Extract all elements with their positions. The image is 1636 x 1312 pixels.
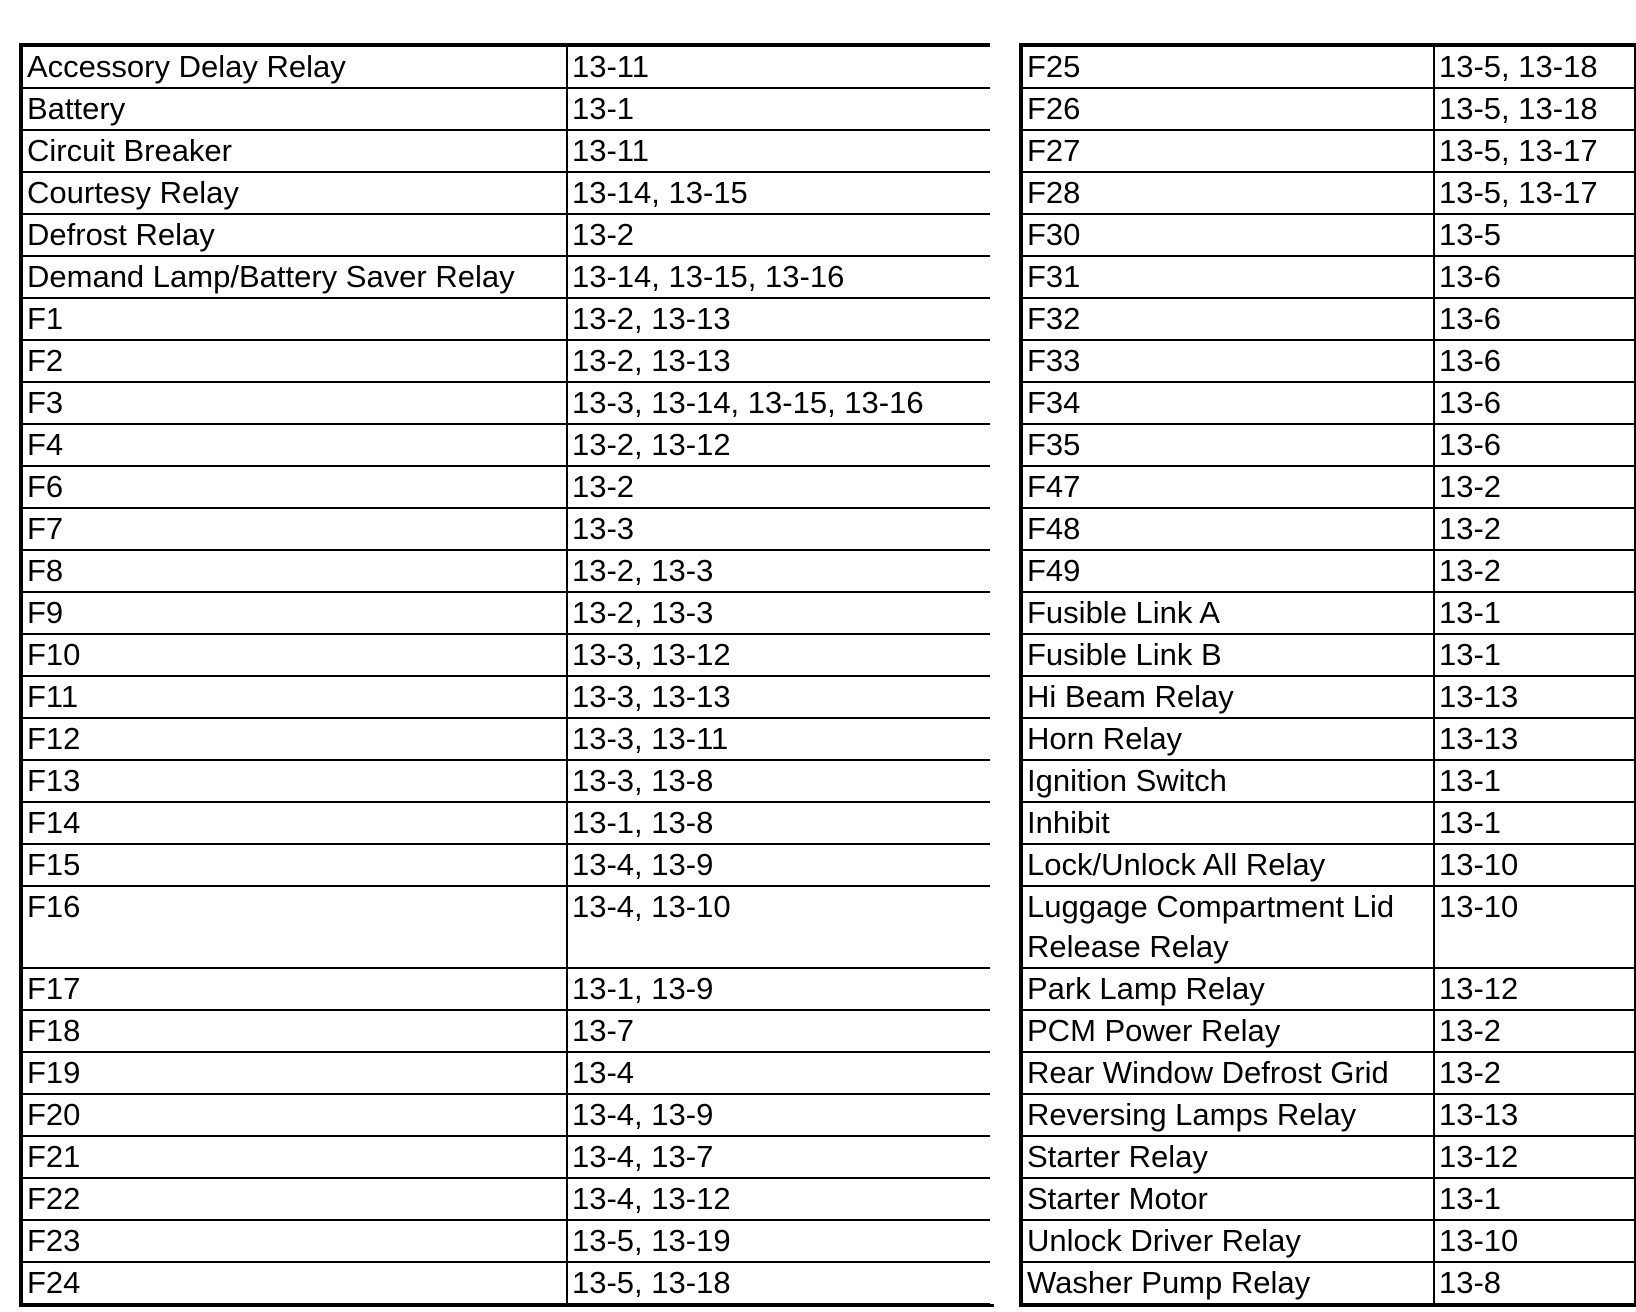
component-name-cell: Battery <box>21 88 567 130</box>
page-reference-cell: 13-2 <box>1434 1052 1636 1094</box>
table-row <box>1021 1052 1636 1094</box>
component-name-cell: Horn Relay <box>1021 718 1434 760</box>
table-row <box>1021 424 1636 466</box>
table-row <box>21 508 992 550</box>
table-row <box>21 886 992 968</box>
component-name-cell: Hi Beam Relay <box>1021 676 1434 718</box>
component-name-cell: Rear Window Defrost Grid <box>1021 1052 1434 1094</box>
table-row <box>1021 1136 1636 1178</box>
table-row <box>1021 88 1636 130</box>
page-reference-cell: 13-13 <box>1434 1094 1636 1136</box>
page-reference-cell: 13-2 <box>1434 466 1636 508</box>
component-name-cell: F19 <box>21 1052 567 1094</box>
component-index-page <box>19 43 1619 1304</box>
table-row <box>1021 1094 1636 1136</box>
table-row <box>21 340 992 382</box>
component-name-cell: F33 <box>1021 340 1434 382</box>
component-name-cell: F35 <box>1021 424 1434 466</box>
table-row <box>21 968 992 1010</box>
table-row <box>21 718 992 760</box>
page-reference-cell: 13-4, 13-12 <box>567 1178 992 1220</box>
component-name-cell: F24 <box>21 1262 567 1305</box>
component-name-cell: Ignition Switch <box>1021 760 1434 802</box>
table-row <box>1021 844 1636 886</box>
page-reference-cell: 13-3, 13-14, 13-15, 13-16 <box>567 382 992 424</box>
component-name-cell: F11 <box>21 676 567 718</box>
page-reference-cell: 13-7 <box>567 1010 992 1052</box>
table-row <box>1021 1262 1636 1305</box>
table-row <box>1021 802 1636 844</box>
page-reference-cell: 13-3 <box>567 508 992 550</box>
component-name-cell: F18 <box>21 1010 567 1052</box>
table-row <box>21 214 992 256</box>
component-name-cell: F48 <box>1021 508 1434 550</box>
component-name-cell: F1 <box>21 298 567 340</box>
component-name-cell: F7 <box>21 508 567 550</box>
page-reference-cell: 13-4 <box>567 1052 992 1094</box>
page-reference-cell: 13-4, 13-7 <box>567 1136 992 1178</box>
page-reference-cell: 13-2, 13-3 <box>567 550 992 592</box>
table-row <box>21 45 992 88</box>
page-reference-cell: 13-5, 13-17 <box>1434 172 1636 214</box>
component-name-cell: Lock/Unlock All Relay <box>1021 844 1434 886</box>
component-name-cell: F32 <box>1021 298 1434 340</box>
table-row <box>21 1178 992 1220</box>
page-reference-cell: 13-2 <box>1434 508 1636 550</box>
page-reference-cell: 13-6 <box>1434 340 1636 382</box>
table-row <box>21 1052 992 1094</box>
table-row <box>21 1262 992 1305</box>
component-name-cell: F3 <box>21 382 567 424</box>
table-row <box>1021 676 1636 718</box>
table-row <box>1021 550 1636 592</box>
table-row <box>1021 172 1636 214</box>
component-name-cell: Inhibit <box>1021 802 1434 844</box>
page-reference-cell: 13-8 <box>1434 1262 1636 1305</box>
page-reference-cell: 13-13 <box>1434 718 1636 760</box>
table-row <box>1021 968 1636 1010</box>
page-reference-cell: 13-1 <box>1434 592 1636 634</box>
page-reference-cell: 13-5, 13-19 <box>567 1220 992 1262</box>
page-reference-cell: 13-10 <box>1434 1220 1636 1262</box>
page-reference-cell: 13-11 <box>567 130 992 172</box>
table-row <box>21 88 992 130</box>
component-name-cell: Unlock Driver Relay <box>1021 1220 1434 1262</box>
table-row <box>1021 760 1636 802</box>
table-row <box>1021 130 1636 172</box>
page-reference-cell: 13-10 <box>1434 886 1636 968</box>
page-reference-cell: 13-6 <box>1434 256 1636 298</box>
component-name-cell: F10 <box>21 634 567 676</box>
component-name-cell: F27 <box>1021 130 1434 172</box>
table-row <box>21 1094 992 1136</box>
component-name-cell: F2 <box>21 340 567 382</box>
page-reference-cell: 13-1 <box>1434 634 1636 676</box>
table-row <box>21 130 992 172</box>
component-name-cell: F31 <box>1021 256 1434 298</box>
component-name-cell: F49 <box>1021 550 1434 592</box>
table-row <box>21 550 992 592</box>
component-name-cell: F9 <box>21 592 567 634</box>
component-name-cell: F20 <box>21 1094 567 1136</box>
component-name-cell: F28 <box>1021 172 1434 214</box>
table-row <box>21 1220 992 1262</box>
component-name-cell: Reversing Lamps Relay <box>1021 1094 1434 1136</box>
table-row <box>21 256 992 298</box>
component-name-cell: F12 <box>21 718 567 760</box>
component-name-cell: Fusible Link B <box>1021 634 1434 676</box>
page-reference-cell: 13-3, 13-8 <box>567 760 992 802</box>
column-divider <box>990 43 1019 1304</box>
table-row <box>1021 466 1636 508</box>
table-row <box>1021 298 1636 340</box>
page-reference-cell: 13-6 <box>1434 298 1636 340</box>
component-name-cell: F8 <box>21 550 567 592</box>
component-name-cell: F14 <box>21 802 567 844</box>
component-name-cell: Circuit Breaker <box>21 130 567 172</box>
component-name-cell: F17 <box>21 968 567 1010</box>
table-row <box>21 634 992 676</box>
component-name-cell: F6 <box>21 466 567 508</box>
component-name-cell: Courtesy Relay <box>21 172 567 214</box>
page-reference-cell: 13-14, 13-15, 13-16 <box>567 256 992 298</box>
page-reference-cell: 13-5, 13-18 <box>1434 88 1636 130</box>
page-reference-cell: 13-1, 13-8 <box>567 802 992 844</box>
table-row <box>21 760 992 802</box>
page-reference-cell: 13-1 <box>567 88 992 130</box>
table-row <box>1021 340 1636 382</box>
table-row <box>21 592 992 634</box>
table-row <box>1021 634 1636 676</box>
page-reference-cell: 13-14, 13-15 <box>567 172 992 214</box>
component-name-cell: Defrost Relay <box>21 214 567 256</box>
component-name-cell: F25 <box>1021 45 1434 88</box>
table-row <box>1021 214 1636 256</box>
component-name-cell: F30 <box>1021 214 1434 256</box>
component-name-cell: Starter Motor <box>1021 1178 1434 1220</box>
table-row <box>21 676 992 718</box>
component-name-cell: F4 <box>21 424 567 466</box>
page-reference-cell: 13-2, 13-12 <box>567 424 992 466</box>
component-name-cell: F21 <box>21 1136 567 1178</box>
page-reference-cell: 13-5 <box>1434 214 1636 256</box>
component-name-cell: Accessory Delay Relay <box>21 45 567 88</box>
page-reference-cell: 13-5, 13-18 <box>567 1262 992 1305</box>
component-name-cell: F47 <box>1021 466 1434 508</box>
page-reference-cell: 13-1 <box>1434 1178 1636 1220</box>
component-name-cell: Demand Lamp/Battery Saver Relay <box>21 256 567 298</box>
page-reference-cell: 13-11 <box>567 45 992 88</box>
table-row <box>21 298 992 340</box>
component-name-cell: F23 <box>21 1220 567 1262</box>
page-reference-cell: 13-6 <box>1434 424 1636 466</box>
component-index-table-left <box>19 43 994 1307</box>
table-row <box>21 1136 992 1178</box>
page-reference-cell: 13-5, 13-17 <box>1434 130 1636 172</box>
page-reference-cell: 13-2, 13-3 <box>567 592 992 634</box>
page-reference-cell: 13-10 <box>1434 844 1636 886</box>
table-row <box>1021 592 1636 634</box>
table-row <box>1021 508 1636 550</box>
page-reference-cell: 13-2, 13-13 <box>567 340 992 382</box>
table-row <box>1021 382 1636 424</box>
table-row <box>1021 45 1636 88</box>
component-name-cell: F13 <box>21 760 567 802</box>
component-name-cell: Washer Pump Relay <box>1021 1262 1434 1305</box>
table-row <box>1021 1010 1636 1052</box>
page-reference-cell: 13-2, 13-13 <box>567 298 992 340</box>
component-name-cell: F22 <box>21 1178 567 1220</box>
table-row <box>1021 1220 1636 1262</box>
page-reference-cell: 13-2 <box>1434 1010 1636 1052</box>
table-row <box>21 424 992 466</box>
table-row <box>21 466 992 508</box>
component-name-cell: Fusible Link A <box>1021 592 1434 634</box>
component-name-cell: F34 <box>1021 382 1434 424</box>
page-reference-cell: 13-4, 13-9 <box>567 1094 992 1136</box>
page-reference-cell: 13-12 <box>1434 968 1636 1010</box>
component-name-cell: PCM Power Relay <box>1021 1010 1434 1052</box>
page-reference-cell: 13-2 <box>1434 550 1636 592</box>
component-name-cell: Park Lamp Relay <box>1021 968 1434 1010</box>
component-name-cell: F15 <box>21 844 567 886</box>
page-reference-cell: 13-2 <box>567 214 992 256</box>
table-row <box>1021 256 1636 298</box>
component-name-cell: Luggage Compartment Lid Release Relay <box>1021 886 1434 968</box>
table-row <box>1021 718 1636 760</box>
page-reference-cell: 13-12 <box>1434 1136 1636 1178</box>
component-name-cell: F16 <box>21 886 567 968</box>
page-reference-cell: 13-13 <box>1434 676 1636 718</box>
table-row <box>21 844 992 886</box>
table-row <box>21 172 992 214</box>
table-row <box>21 802 992 844</box>
page-reference-cell: 13-4, 13-9 <box>567 844 992 886</box>
table-row <box>21 382 992 424</box>
table-row <box>1021 886 1636 968</box>
page-reference-cell: 13-4, 13-10 <box>567 886 992 968</box>
page-reference-cell: 13-2 <box>567 466 992 508</box>
page-reference-cell: 13-1 <box>1434 802 1636 844</box>
component-name-cell: Starter Relay <box>1021 1136 1434 1178</box>
component-index-table-right <box>1019 43 1636 1307</box>
page-reference-cell: 13-1, 13-9 <box>567 968 992 1010</box>
page-reference-cell: 13-3, 13-11 <box>567 718 992 760</box>
page-reference-cell: 13-3, 13-13 <box>567 676 992 718</box>
table-row <box>21 1010 992 1052</box>
page-reference-cell: 13-1 <box>1434 760 1636 802</box>
page-reference-cell: 13-3, 13-12 <box>567 634 992 676</box>
component-name-cell: F26 <box>1021 88 1434 130</box>
table-row <box>1021 1178 1636 1220</box>
page-reference-cell: 13-6 <box>1434 382 1636 424</box>
page-reference-cell: 13-5, 13-18 <box>1434 45 1636 88</box>
